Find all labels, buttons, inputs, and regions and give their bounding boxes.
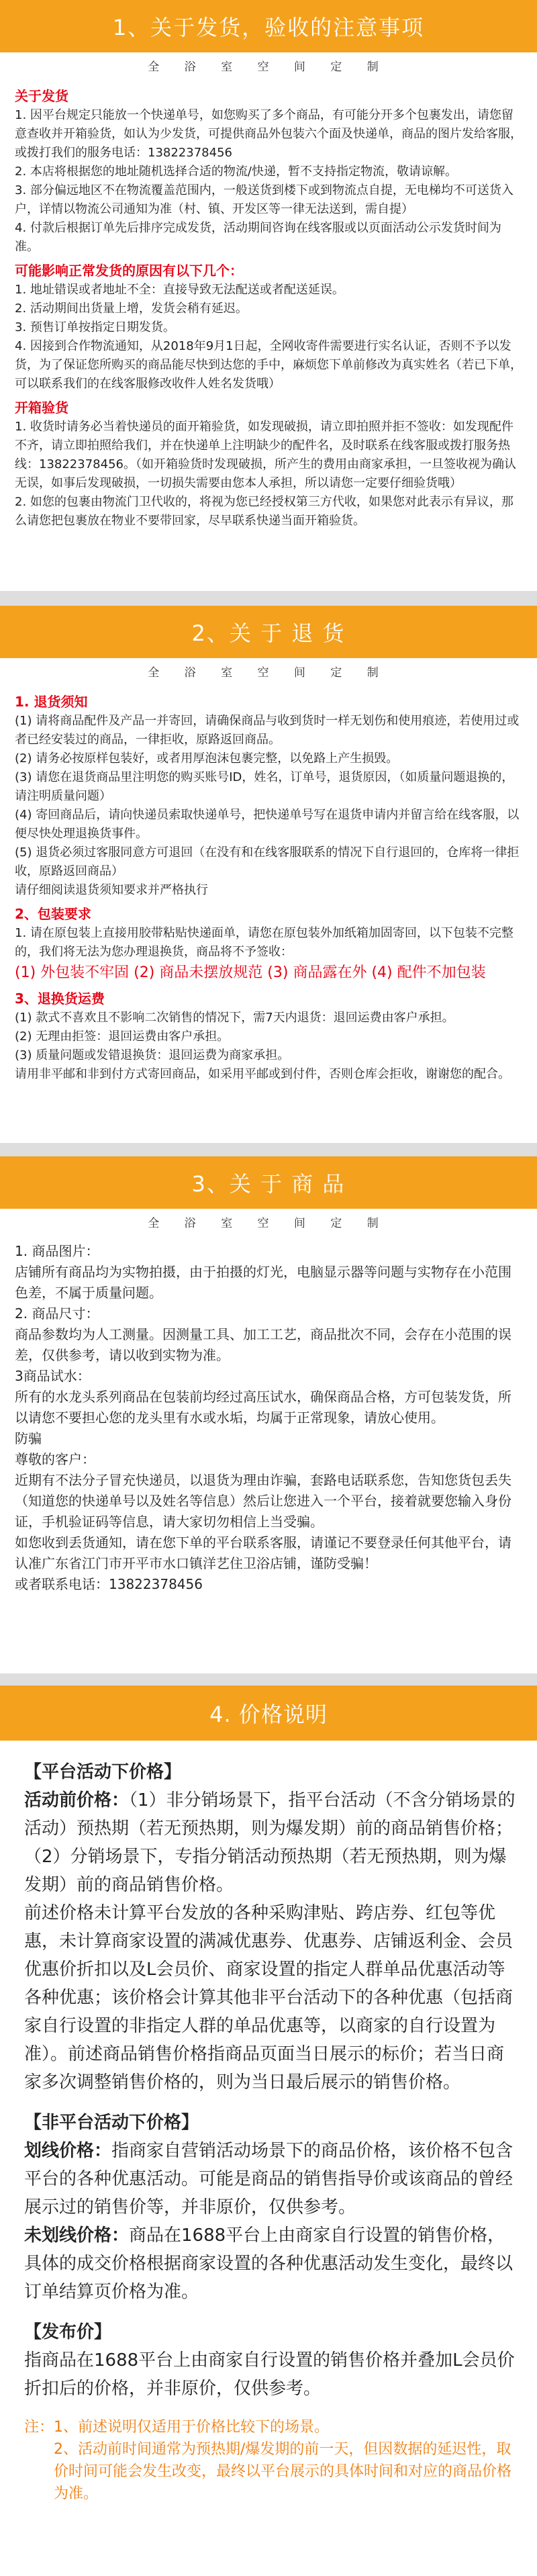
pre-activity-price-label: 活动前价格： xyxy=(24,1790,130,1810)
inspection-title: 开箱验货 xyxy=(15,400,68,416)
price-notes xyxy=(24,2416,516,2505)
inspection-item: 1. 收货时请务必当着快递员的面开箱验货，如发现破损，请立即拍照并拒不签收：如发现配件不齐，请立即拍照给我们，并在快递单上注明缺少的配件名，及时联系在线客服或拨打服务热线：13822378456。（如开箱验货时发现破损，所产生的费用由商家承担，一旦签收视为确认无误，如事后发现破损，一切损失需要由您本人承担，所以请您一定要仔细验货哦） xyxy=(15,420,516,490)
pricing-section xyxy=(0,1686,537,2576)
non-platform-price-title: 【非平台活动下价格】 xyxy=(24,2113,199,2133)
return-notice-title: 1. 退货须知 xyxy=(15,694,88,710)
platform-price-title: 【平台活动下价格】 xyxy=(24,1762,182,1782)
product-photo-heading: 1. 商品图片： xyxy=(15,1243,99,1259)
section-divider xyxy=(0,591,537,606)
shipping-section xyxy=(0,0,537,591)
return-notice-item: (5) 退货必须过客服同意方可退回（在没有和在线客服联系的情况下自行退回的，仓库将一律拒收，原路返回商品） xyxy=(15,845,520,878)
freight-item: (3) 质量问题或发错退换货：退回运费为商家承担。 xyxy=(15,1048,290,1062)
price-note-item: 2、活动前时间通常为预热期/爆发期的前一天，但因数据的延迟性，取价时间可能会发生改变，最终以平台展示的具体时间和对应的商品价格为准。 xyxy=(54,2441,512,2502)
inspection-item: 2. 如您的包裹由物流门卫代收的，将视为您已经授权第三方代收，如果您对此表示有异议，那么请您把包裹放在物业不要带回家，尽早联系快递当面开箱验货。 xyxy=(15,495,514,528)
products-section xyxy=(0,1156,537,1673)
freight-item: (1) 款式不喜欢且不影响二次销售的情况下，需7天内退货：退回运费由客户承担。 xyxy=(15,1011,454,1025)
unstrike-price-label: 未划线价格： xyxy=(24,2225,130,2246)
products-content xyxy=(0,1238,537,1595)
publish-price-text: 指商品在1688平台上由商家自行设置的销售价格并叠加L会员价折扣后的价格，并非原价，仅供参考。 xyxy=(24,2350,515,2399)
anti-fraud-heading: 防骗 xyxy=(15,1430,42,1446)
shipping-content xyxy=(0,86,537,531)
packaging-text: 1. 请在原包装上直接用胶带粘贴快递面单，请您在原包装外加纸箱加固寄回，以下包装不完整的，我们将无法为您办理退换货，商品将不予签收： xyxy=(15,926,514,959)
about-shipping-item: 1. 因平台规定只能放一个快递单号，如您购买了多个商品，有可能分开多个包裹发出，请您留意查收并开箱验货，如认为少发货，可提供商品外包装六个面及快递单，商品的图片发给客服，或拨打我们的服务电话：13822378456 xyxy=(15,108,522,160)
about-shipping-item: 3. 部分偏远地区不在物流覆盖范围内，一般送货到楼下或到物流点自提，无电梯均不可送货入户，详情以物流公司通知为准（村、镇、开发区等一律无法送到，需自提） xyxy=(15,183,514,216)
anti-fraud-greeting: 尊敬的客户： xyxy=(15,1451,95,1467)
returns-section xyxy=(0,606,537,1143)
anti-fraud-warning: 近期有不法分子冒充快递员，以退货为理由诈骗，套路电话联系您，告知您货包丢失（知道您的快递单号以及姓名等信息）然后让您进入一个平台，接着就要您输入身份证，手机验证码等信息，请大家切勿相信上当受骗。 xyxy=(15,1472,511,1530)
returns-subtitle: 全 浴 室 空 间 定 制 xyxy=(148,666,389,680)
shipping-issues-title: 可能影响正常发货的原因有以下几个： xyxy=(15,263,243,279)
about-shipping-title: 关于发货 xyxy=(15,88,68,104)
products-subtitle: 全 浴 室 空 间 定 制 xyxy=(148,1217,389,1230)
product-size-heading: 2. 商品尺寸： xyxy=(15,1305,99,1322)
product-photo-text: 店铺所有商品均为实物拍摄，由于拍摄的灯光，电脑显示器等问题与实物存在小范围色差，不属于质量问题。 xyxy=(15,1264,511,1301)
return-notice-item: (2) 请务必按原样包装好，或者用厚泡沫包裹完整，以免路上产生损毁。 xyxy=(15,751,399,766)
pricing-content xyxy=(0,1741,537,2505)
unstrike-price-text: 商品在1688平台上由商家自行设置的销售价格，具体的成交价格根据商家设置的各种优惠活动发生变化，最终以订单结算页价格为准。 xyxy=(24,2225,514,2302)
publish-price-title: 【发布价】 xyxy=(24,2322,112,2342)
price-note-item: 1、前述说明仅适用于价格比较下的场景。 xyxy=(54,2419,329,2436)
return-notice-item: (3) 请您在退货商品里注明您的购买账号ID，姓名，订单号，退货原因，（如质量问题退换的，请注明质量问题） xyxy=(15,770,514,803)
shipping-issue-item: 1. 地址错误或者地址不全：直接导致无法配送或者配送延误。 xyxy=(15,283,344,297)
anti-fraud-advice: 如您收到丢货通知，请在您下单的平台联系客服，请谨记不要登录任何其他平台，请认准广东省江门市开平市水口镇洋艺住卫浴店铺，谨防受骗！ xyxy=(15,1534,511,1571)
strike-price xyxy=(24,2137,516,2221)
return-notice-footer: 请仔细阅读退货须知要求并严格执行 xyxy=(15,883,208,897)
freight-item: (2) 无理由拒签：退回运费由客户承担。 xyxy=(15,1029,230,1044)
product-water-test-heading: 3商品试水： xyxy=(15,1368,91,1384)
about-shipping-item: 2. 本店将根据您的地址随机选择合适的物流/快递，暂不支持指定物流，敬请谅解。 xyxy=(15,165,457,179)
pricing-header: 4. 价格说明 xyxy=(0,1686,537,1741)
platform-price-description: 前述价格未计算平台发放的各种采购津贴、跨店券、红包等优惠，未计算商家设置的满减优惠券、优惠券、店铺返利金、会员优惠价折扣以及L会员价、商家设置的指定人群单品优惠活动等各种优惠；该价格会计算其他非平台活动下的各种优惠（包括商家自行设置的非指定人群的单品优惠等，以商家的自行设置为准）。前述商品销售价格指商品页面当日展示的标价；若当日商家多次调整销售价格的，则为当日最后展示的销售价格。 xyxy=(24,1903,514,2092)
products-header: 3、关 于 商 品 xyxy=(0,1156,537,1209)
section-divider xyxy=(0,1673,537,1686)
returns-header: 2、关 于 退 货 xyxy=(0,606,537,658)
about-shipping-item: 4. 付款后根据订单先后排序完成发货，活动期间咨询在线客服或以页面活动公示发货时间为准。 xyxy=(15,221,501,254)
unstrike-price xyxy=(24,2221,516,2306)
product-size-text: 商品参数均为人工测量。因测量工具、加工工艺，商品批次不同，会存在小范围的误差，仅供参考，请以收到实物为准。 xyxy=(15,1326,511,1363)
pre-activity-price-text: （1）非分销场景下，指平台活动（不含分销场景的活动）预热期（若无预热期，则为爆发期）前的商品销售价格；（2）分销场景下，专指分销活动预热期（若无预热期，则为爆发期）前的商品销售价格。 xyxy=(24,1790,516,1895)
contact-phone: 或者联系电话：13822378456 xyxy=(15,1576,203,1592)
shipping-issue-item: 2. 活动期间出货量上增，发货会稍有延迟。 xyxy=(15,302,248,316)
return-notice-item: (4) 寄回商品后，请向快递员索取快递单号，把快递单号写在退货申请内并留言给在线客服，以便尽快处理退换货事件。 xyxy=(15,808,520,841)
strike-price-text: 指商家自营销活动场景下的商品价格，该价格不包含平台的各种优惠活动。可能是商品的销售指导价或该商品的曾经展示过的销售价等，并非原价，仅供参考。 xyxy=(24,2141,514,2217)
packaging-title: 2、包装要求 xyxy=(15,906,91,922)
shipping-issue-item: 3. 预售订单按指定日期发货。 xyxy=(15,320,175,334)
returns-content xyxy=(0,692,537,1084)
section-divider xyxy=(0,1143,537,1156)
shipping-header: 1、关于发货，验收的注意事项 xyxy=(0,0,537,52)
freight-title: 3、退换货运费 xyxy=(15,991,105,1007)
shipping-subtitle: 全 浴 室 空 间 定 制 xyxy=(148,60,389,74)
strike-price-label: 划线价格： xyxy=(24,2141,112,2161)
product-water-test-text: 所有的水龙头系列商品在包装前均经过高压试水，确保商品合格，方可包装发货，所以请您不要担心您的龙头里有水或水垢，均属于正常现象，请放心使用。 xyxy=(15,1389,511,1426)
pre-activity-price xyxy=(24,1786,516,1899)
shipping-issue-item: 4. 因接到合作物流通知，从2018年9月1日起，全网收寄件需要进行实名认证，否则不予以发货，为了保证您所购买的商品能尽快到达您的手中，麻烦您下单前修改为真实姓名（若已下单，可以联系我们的在线客服修改收件人姓名发货哦） xyxy=(15,339,522,391)
return-notice-item: (1) 请将商品配件及产品一并寄回，请确保商品与收到货时一样无划伤和使用痕迹，若使用过或者已经安装过的商品，一律拒收，原路返回商品。 xyxy=(15,714,520,747)
freight-footer: 请用非平邮和非到付方式寄回商品，如采用平邮或到付件，否则仓库会拒收，谢谢您的配合。 xyxy=(15,1067,510,1081)
price-notes-prefix: 注： xyxy=(24,2419,54,2436)
packaging-warning: (1) 外包装不牢固 (2) 商品未摆放规范 (3) 商品露在外 (4) 配件不加包装 xyxy=(15,964,486,981)
